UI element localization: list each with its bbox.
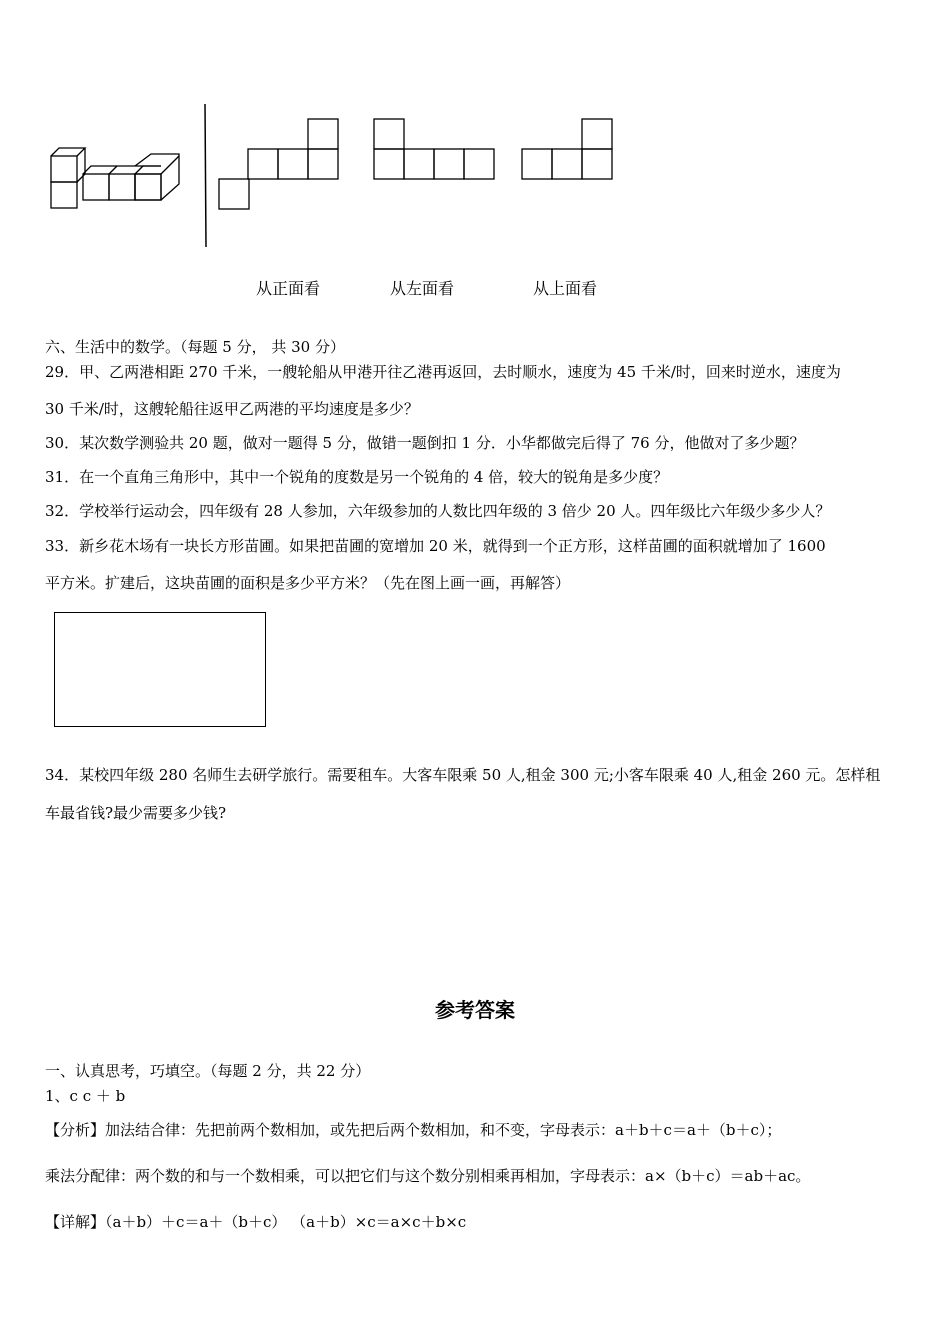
question-33-line2: 平方米。扩建后，这块苗圃的面积是多少平方米？（先在图上画一画，再解答） <box>45 574 571 592</box>
answers-section1-heading: 一、认真思考，巧填空。（每题 2 分，共 22 分） <box>45 1062 371 1080</box>
question-29-line1: 29．甲、乙两港相距 270 千米，一艘轮船从甲港开往乙港再返回，去时顺水，速度为 45 千米/时，回来时逆水，速度为 <box>45 363 841 381</box>
question-29-line2: 30 千米/时，这艘轮船往返甲乙两港的平均速度是多少？ <box>45 400 419 418</box>
divider-line <box>200 104 210 249</box>
question-33-line1: 33．新乡花木场有一块长方形苗圃。如果把苗圃的宽增加 20 米，就得到一个正方形，这样苗圃的面积就增加了 1600 <box>45 537 826 555</box>
question-34-line2: 车最省钱?最少需要多少钱? <box>45 804 227 822</box>
question-31: 31．在一个直角三角形中，其中一个锐角的度数是另一个锐角的 4 倍，较大的锐角是多少度？ <box>45 468 669 486</box>
answers-title: 参考答案 <box>435 998 515 1022</box>
question-32: 32．学校举行运动会，四年级有 28 人参加，六年级参加的人数比四年级的 3 倍少 20 人。四年级比六年级少多少人？ <box>45 502 831 520</box>
left-view-label: 从左面看 <box>390 279 455 298</box>
answer-1: 1、c c ＋ b <box>45 1087 126 1105</box>
cube-figure-3d <box>45 140 190 220</box>
detail-line: 【详解】（a＋b）＋c＝a＋（b＋c） （a＋b）×c＝a×c＋b×c <box>45 1213 467 1231</box>
top-view-drawing <box>521 118 615 180</box>
question-34-line1: 34．某校四年级 280 名师生去研学旅行。需要租车。大客车限乘 50 人,租金 300 元;小客车限乘 40 人,租金 260 元。怎样租 <box>45 766 881 784</box>
front-view-drawing <box>218 118 340 210</box>
nursery-rectangle-drawing <box>54 612 266 727</box>
front-view-label: 从正面看 <box>256 279 321 298</box>
question-30: 30．某次数学测验共 20 题，做对一题得 5 分，做错一题倒扣 1 分．小华都做完后得了 76 分，他做对了多少题？ <box>45 434 805 452</box>
top-view-label: 从上面看 <box>533 279 598 298</box>
analysis-line1: 【分析】加法结合律：先把前两个数相加，或先把后两个数相加，和不变，字母表示：a＋b＋c＝a＋（b＋c）； <box>45 1121 782 1139</box>
analysis-line2: 乘法分配律：两个数的和与一个数相乘，可以把它们与这个数分别相乘再相加，字母表示：a×（b＋c）＝ab＋ac。 <box>45 1167 811 1185</box>
left-view-drawing <box>373 118 497 180</box>
section6-heading: 六、生活中的数学。（每题 5 分， 共 30 分） <box>45 338 345 356</box>
